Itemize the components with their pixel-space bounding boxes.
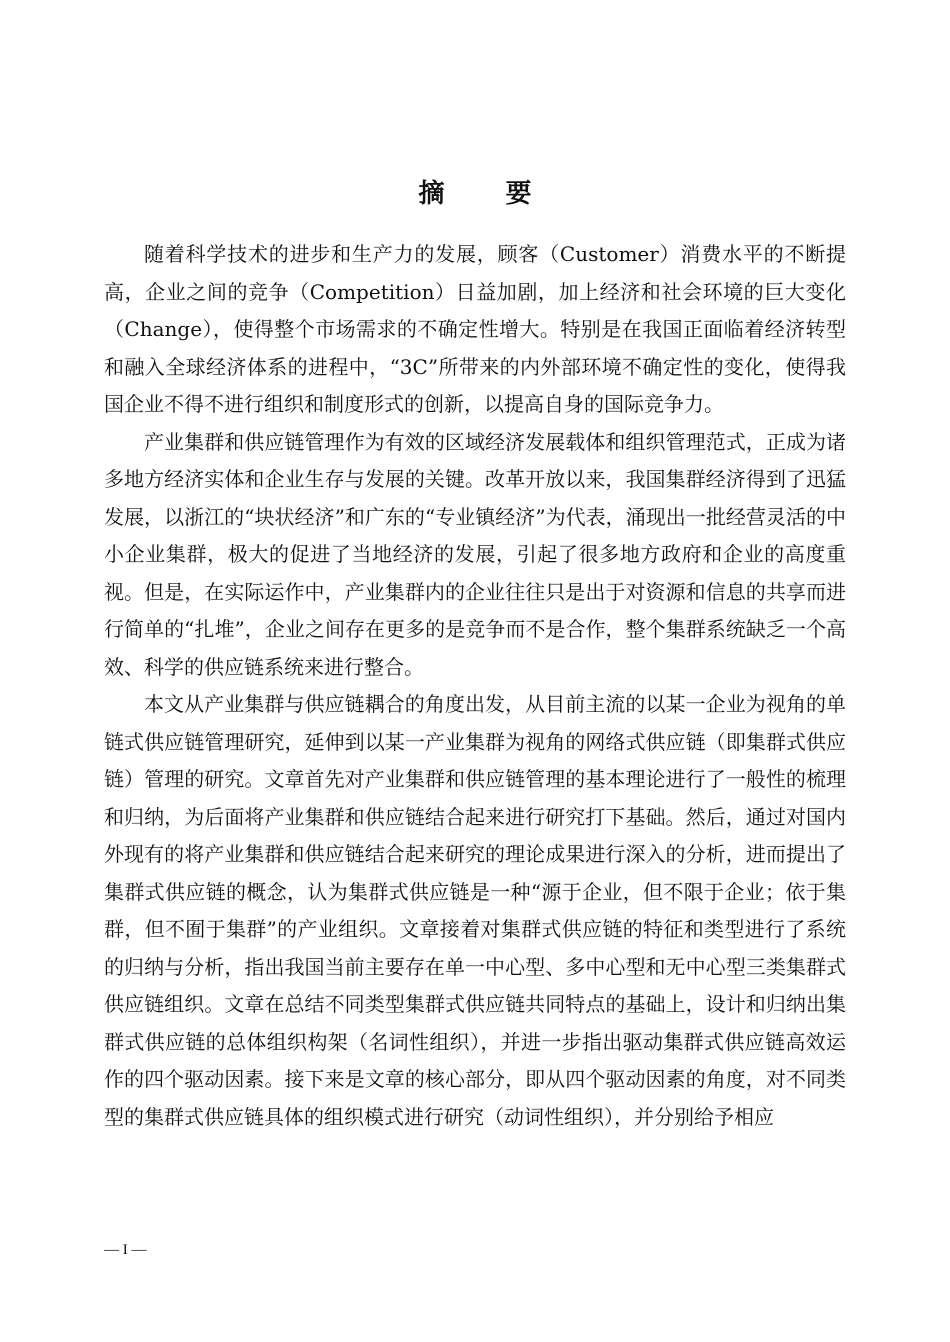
paragraph: 本文从产业集群与供应链耦合的角度出发，从目前主流的以某一企业为视角的单链式供应链管理研究，延伸到以某一产业集群为视角的网络式供应链（即集群式供应链）管理的研究。文章首先对产业集群和供应链管理的基本理论进行了一般性的梳理和归纳，为后面将产业集群和供应链结合起来进行研究打下基础。然后，通过对国内外现有的将产业集群和供应链结合起来研究的理论成果进行深入的分析，进而提出了集群式供应链的概念，认为集群式供应链是一种“源于企业，但不限于企业；依于集群，但不囿于集群”的产业组织。文章接着对集群式供应链的特征和类型进行了系统的归纳与分析，指出我国当前主要存在单一中心型、多中心型和无中心型三类集群式供应链组织。文章在总结不同类型集群式供应链共同特点的基础上，设计和归纳出集群式供应链的总体组织构架（名词性组织），并进一步指出驱动集群式供应链高效运作的四个驱动因素。接下来是文章的核心部分，即从四个驱动因素的角度，对不同类型的集群式供应链具体的组织模式进行研究（动词性组织），并分别给予相应 <box>104 692 846 1129</box>
paragraph: 产业集群和供应链管理作为有效的区域经济发展载体和组织管理范式，正成为诸多地方经济实体和企业生存与发展的关键。改革开放以来，我国集群经济得到了迅猛发展，以浙江的“块状经济”和广东的“专业镇经济”为代表，涌现出一批经营灵活的中小企业集群，极大的促进了当地经济的发展，引起了很多地方政府和企业的高度重视。但是，在实际运作中，产业集群内的企业往往只是出于对资源和信息的共享而进行简单的“扎堆”，企业之间存在更多的是竞争而不是合作，整个集群系统缺乏一个高效、科学的供应链系统来进行整合。 <box>104 429 846 679</box>
page-number: — I — <box>104 1242 147 1258</box>
abstract-body <box>104 236 846 1136</box>
paragraph: 随着科学技术的进步和生产力的发展，顾客（Customer）消费水平的不断提高，企业之间的竞争（Competition）日益加剧，加上经济和社会环境的巨大变化（Change），使得整个市场需求的不确定性增大。特别是在我国正面临着经济转型和融入全球经济体系的进程中，“3C”所带来的内外部环境不确定性的变化，使得我国企业不得不进行组织和制度形式的创新，以提高自身的国际竞争力。 <box>104 242 846 416</box>
page-title: 摘 要 <box>418 179 558 209</box>
